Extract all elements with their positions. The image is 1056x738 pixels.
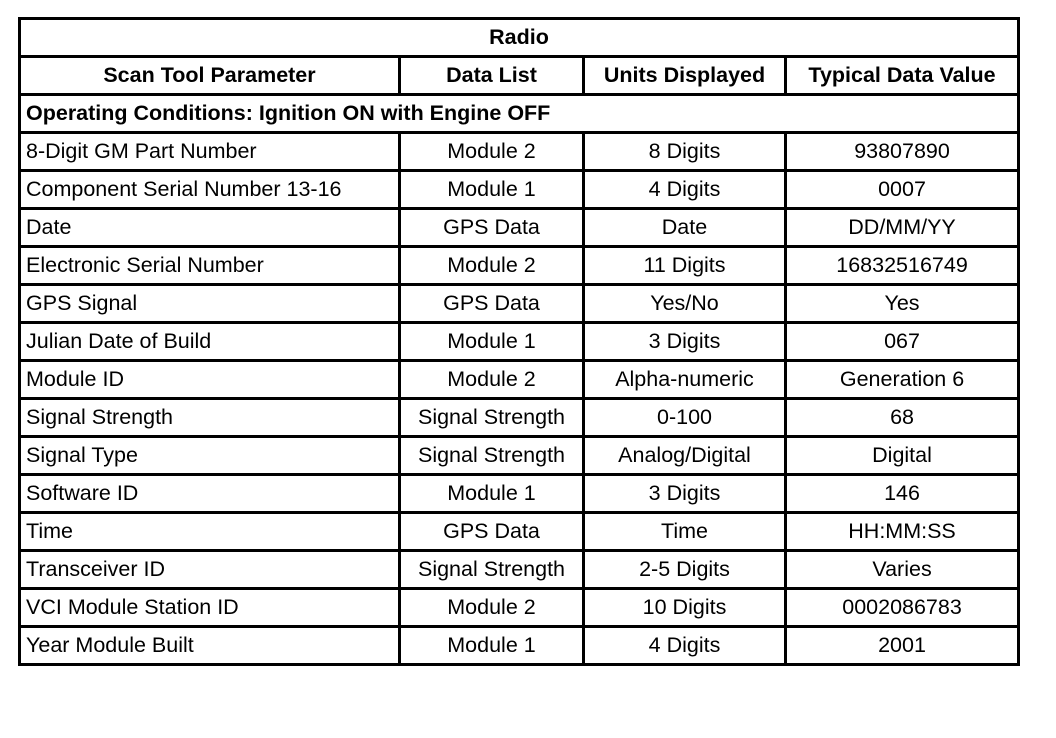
radio-data-table: [18, 17, 1020, 666]
header-typical-data-value: Typical Data Value: [786, 57, 1019, 95]
parameter-cell: Component Serial Number 13-16: [20, 171, 400, 209]
value-cell: 68: [786, 399, 1019, 437]
section-row: [20, 95, 1019, 133]
table-title: Radio: [20, 19, 1019, 57]
table-row: [20, 209, 1019, 247]
parameter-cell: Electronic Serial Number: [20, 247, 400, 285]
units-cell: 4 Digits: [584, 627, 786, 665]
units-cell: 8 Digits: [584, 133, 786, 171]
parameter-cell: GPS Signal: [20, 285, 400, 323]
units-cell: 3 Digits: [584, 323, 786, 361]
table-row: [20, 285, 1019, 323]
data-list-cell: Module 2: [400, 247, 584, 285]
table-row: [20, 247, 1019, 285]
header-units-displayed: Units Displayed: [584, 57, 786, 95]
header-scan-tool-parameter: Scan Tool Parameter: [20, 57, 400, 95]
units-cell: 3 Digits: [584, 475, 786, 513]
parameter-cell: Signal Type: [20, 437, 400, 475]
parameter-cell: Software ID: [20, 475, 400, 513]
parameter-cell: Date: [20, 209, 400, 247]
data-list-cell: GPS Data: [400, 285, 584, 323]
data-list-cell: Signal Strength: [400, 399, 584, 437]
data-list-cell: Signal Strength: [400, 551, 584, 589]
parameter-cell: Time: [20, 513, 400, 551]
value-cell: Generation 6: [786, 361, 1019, 399]
value-cell: Yes: [786, 285, 1019, 323]
value-cell: DD/MM/YY: [786, 209, 1019, 247]
parameter-cell: Transceiver ID: [20, 551, 400, 589]
parameter-cell: 8-Digit GM Part Number: [20, 133, 400, 171]
value-cell: 0007: [786, 171, 1019, 209]
data-list-cell: Module 1: [400, 323, 584, 361]
value-cell: Varies: [786, 551, 1019, 589]
data-list-cell: GPS Data: [400, 513, 584, 551]
data-list-cell: Module 2: [400, 361, 584, 399]
parameter-cell: VCI Module Station ID: [20, 589, 400, 627]
parameter-cell: Year Module Built: [20, 627, 400, 665]
section-operating-conditions: Operating Conditions: Ignition ON with Engine OFF: [20, 95, 1019, 133]
header-data-list: Data List: [400, 57, 584, 95]
value-cell: 146: [786, 475, 1019, 513]
table-row: [20, 551, 1019, 589]
value-cell: Digital: [786, 437, 1019, 475]
value-cell: 067: [786, 323, 1019, 361]
data-list-cell: Module 1: [400, 171, 584, 209]
header-row: [20, 57, 1019, 95]
table-row: [20, 323, 1019, 361]
table-row: [20, 437, 1019, 475]
units-cell: 2-5 Digits: [584, 551, 786, 589]
data-list-cell: Module 2: [400, 589, 584, 627]
table-row: [20, 171, 1019, 209]
value-cell: 16832516749: [786, 247, 1019, 285]
parameter-cell: Module ID: [20, 361, 400, 399]
units-cell: Alpha-numeric: [584, 361, 786, 399]
value-cell: HH:MM:SS: [786, 513, 1019, 551]
data-list-cell: Module 2: [400, 133, 584, 171]
data-list-cell: Signal Strength: [400, 437, 584, 475]
data-list-cell: Module 1: [400, 475, 584, 513]
units-cell: Yes/No: [584, 285, 786, 323]
table-body: [20, 19, 1019, 665]
value-cell: 2001: [786, 627, 1019, 665]
units-cell: Analog/Digital: [584, 437, 786, 475]
data-list-cell: GPS Data: [400, 209, 584, 247]
data-list-cell: Module 1: [400, 627, 584, 665]
units-cell: 0-100: [584, 399, 786, 437]
title-row: [20, 19, 1019, 57]
units-cell: 11 Digits: [584, 247, 786, 285]
value-cell: 93807890: [786, 133, 1019, 171]
units-cell: Time: [584, 513, 786, 551]
table-row: [20, 627, 1019, 665]
parameter-cell: Signal Strength: [20, 399, 400, 437]
units-cell: 4 Digits: [584, 171, 786, 209]
table-row: [20, 133, 1019, 171]
table-row: [20, 399, 1019, 437]
table-row: [20, 475, 1019, 513]
parameter-cell: Julian Date of Build: [20, 323, 400, 361]
value-cell: 0002086783: [786, 589, 1019, 627]
table-row: [20, 589, 1019, 627]
table-row: [20, 513, 1019, 551]
table-row: [20, 361, 1019, 399]
units-cell: Date: [584, 209, 786, 247]
units-cell: 10 Digits: [584, 589, 786, 627]
